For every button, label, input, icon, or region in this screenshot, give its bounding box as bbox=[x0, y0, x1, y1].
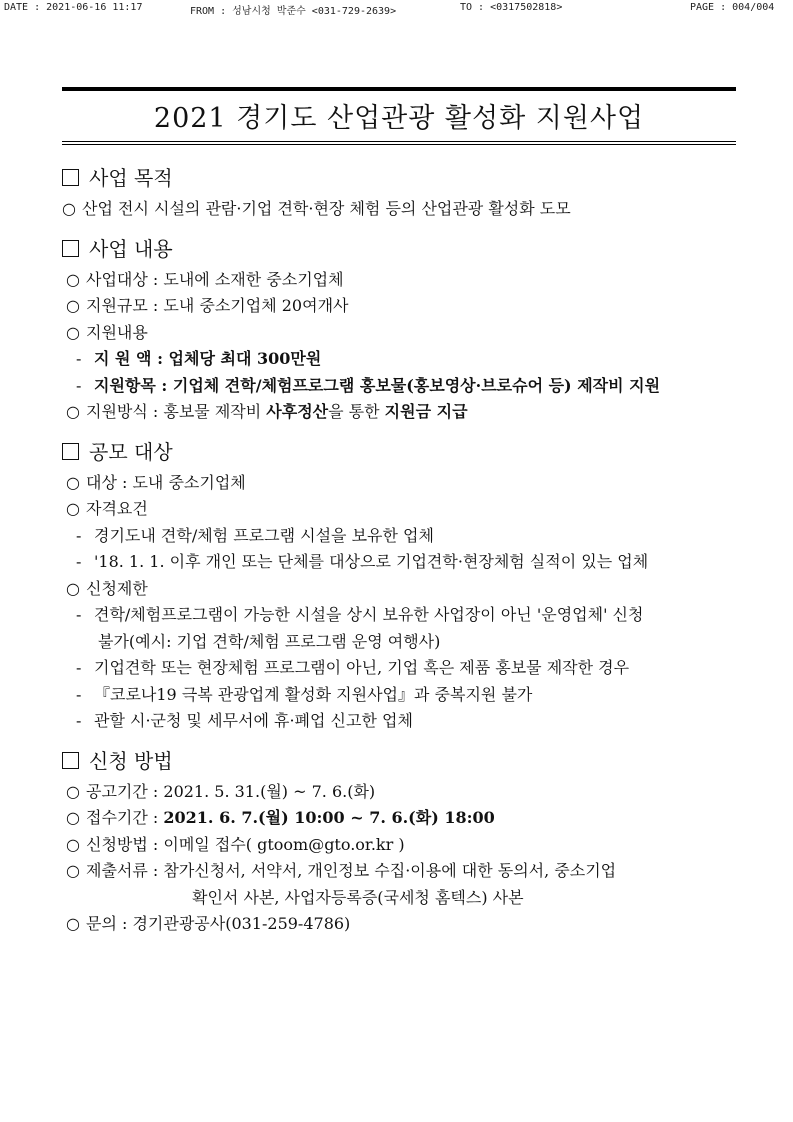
list-item: ○ 지원내용 bbox=[0, 320, 793, 347]
sub-list-item: - 『코로나19 극복 관광업계 활성화 지원사업』과 중복지원 불가 bbox=[0, 682, 793, 709]
list-item: ○ 공고기간 : 2021. 5. 31.(월) ~ 7. 6.(화) bbox=[0, 779, 793, 806]
circle-bullet-icon: ○ bbox=[66, 781, 80, 801]
list-item: ○ 제출서류 : 참가신청서, 서약서, 개인정보 수집·이용에 대한 동의서, 중소기업 bbox=[0, 858, 793, 885]
dash-bullet: - bbox=[76, 552, 82, 571]
dash-bullet: - bbox=[76, 658, 82, 677]
dash-bullet: - bbox=[76, 525, 82, 545]
sub-list-item: - '18. 1. 1. 이후 개인 또는 단체를 대상으로 기업견학·현장체험 실적이 있는 업체 bbox=[0, 549, 793, 576]
circle-bullet-icon: ○ bbox=[66, 296, 80, 315]
circle-bullet-icon: ○ bbox=[66, 269, 80, 289]
circle-bullet-icon: ○ bbox=[66, 402, 80, 421]
list-item: ○ 신청방법 : 이메일 접수( gtoom@gto.or.kr ) bbox=[0, 832, 793, 859]
section-target-heading: 공모 대상 bbox=[62, 434, 793, 470]
dash-bullet: - bbox=[76, 711, 82, 730]
dash-bullet: - bbox=[76, 349, 82, 368]
circle-bullet-icon: ○ bbox=[66, 578, 80, 598]
title-top-rule bbox=[62, 87, 736, 91]
checkbox-square-icon bbox=[62, 240, 79, 257]
dash-bullet: - bbox=[76, 375, 82, 395]
circle-bullet-icon: ○ bbox=[66, 322, 80, 342]
list-item: ○ 지원규모 : 도내 중소기업체 20여개사 bbox=[0, 293, 793, 320]
sub-list-item: - 경기도내 견학/체험 프로그램 시설을 보유한 업체 bbox=[0, 523, 793, 550]
page-title: 2021 경기도 산업관광 활성화 지원사업 bbox=[153, 103, 645, 134]
list-item: ○ 접수기간 : 2021. 6. 7.(월) 10:00 ~ 7. 6.(화) 18:00 bbox=[0, 805, 793, 832]
checkbox-square-icon bbox=[62, 752, 79, 769]
sub-list-item: - 지 원 액 : 업체당 최대 300만원 bbox=[0, 346, 793, 373]
sub-list-item: - 지원항목 : 기업체 견학/체험프로그램 홍보물(홍보영상·브로슈어 등) 제작비 지원 bbox=[0, 373, 793, 400]
fax-to: TO : <0317502818> bbox=[460, 2, 563, 13]
document-body bbox=[0, 160, 793, 938]
circle-bullet-icon: ○ bbox=[66, 499, 80, 518]
list-item: ○ 대상 : 도내 중소기업체 bbox=[0, 470, 793, 497]
list-item-continuation: 확인서 사본, 사업자등록증(국세청 홈텍스) 사본 bbox=[192, 887, 524, 907]
list-item: ○ 신청제한 bbox=[0, 576, 793, 603]
circle-bullet-icon: ○ bbox=[66, 834, 80, 854]
list-item: ○ 문의 : 경기관광공사(031-259-4786) bbox=[0, 911, 793, 938]
sub-list-item-continuation: 불가(예시: 기업 견학/체험 프로그램 운영 여행사) bbox=[98, 631, 441, 651]
circle-bullet-icon: ○ bbox=[66, 861, 80, 880]
circle-bullet-icon: ○ bbox=[66, 914, 80, 933]
checkbox-square-icon bbox=[62, 169, 79, 186]
sub-list-item: - 견학/체험프로그램이 가능한 시설을 상시 보유한 사업장이 아닌 '운영업체' 신청 bbox=[0, 602, 793, 629]
fax-header bbox=[0, 2, 793, 16]
circle-bullet-icon: ○ bbox=[66, 808, 80, 827]
sub-list-item: - 관할 시·군청 및 세무서에 휴·폐업 신고한 업체 bbox=[0, 708, 793, 735]
dash-bullet: - bbox=[76, 605, 82, 624]
checkbox-square-icon bbox=[62, 443, 79, 460]
list-item: ○ 산업 전시 시설의 관람·기업 견학·현장 체험 등의 산업관광 활성화 도모 bbox=[0, 196, 793, 223]
fax-date: DATE : 2021-06-16 11:17 bbox=[4, 2, 143, 13]
fax-from: FROM : 성남시청 박준수 <031-729-2639> bbox=[190, 6, 397, 17]
circle-bullet-icon: ○ bbox=[66, 472, 80, 492]
section-content-heading: 사업 내용 bbox=[62, 231, 793, 267]
list-item: ○ 자격요건 bbox=[0, 496, 793, 523]
fax-page: PAGE : 004/004 bbox=[690, 2, 775, 13]
list-item: ○ 지원방식 : 홍보물 제작비 사후정산을 통한 지원금 지급 bbox=[0, 399, 793, 426]
section-method-heading: 신청 방법 bbox=[62, 743, 793, 779]
list-item: ○ 사업대상 : 도내에 소재한 중소기업체 bbox=[0, 267, 793, 294]
title-bottom-rule bbox=[62, 141, 736, 142]
dash-bullet: - bbox=[76, 684, 82, 704]
title-bottom-rule-2 bbox=[62, 144, 736, 145]
sub-list-item: - 기업견학 또는 현장체험 프로그램이 아닌, 기업 혹은 제품 홍보물 제작한 경우 bbox=[0, 655, 793, 682]
section-purpose-heading: 사업 목적 bbox=[62, 160, 793, 196]
circle-bullet-icon: ○ bbox=[62, 199, 76, 218]
